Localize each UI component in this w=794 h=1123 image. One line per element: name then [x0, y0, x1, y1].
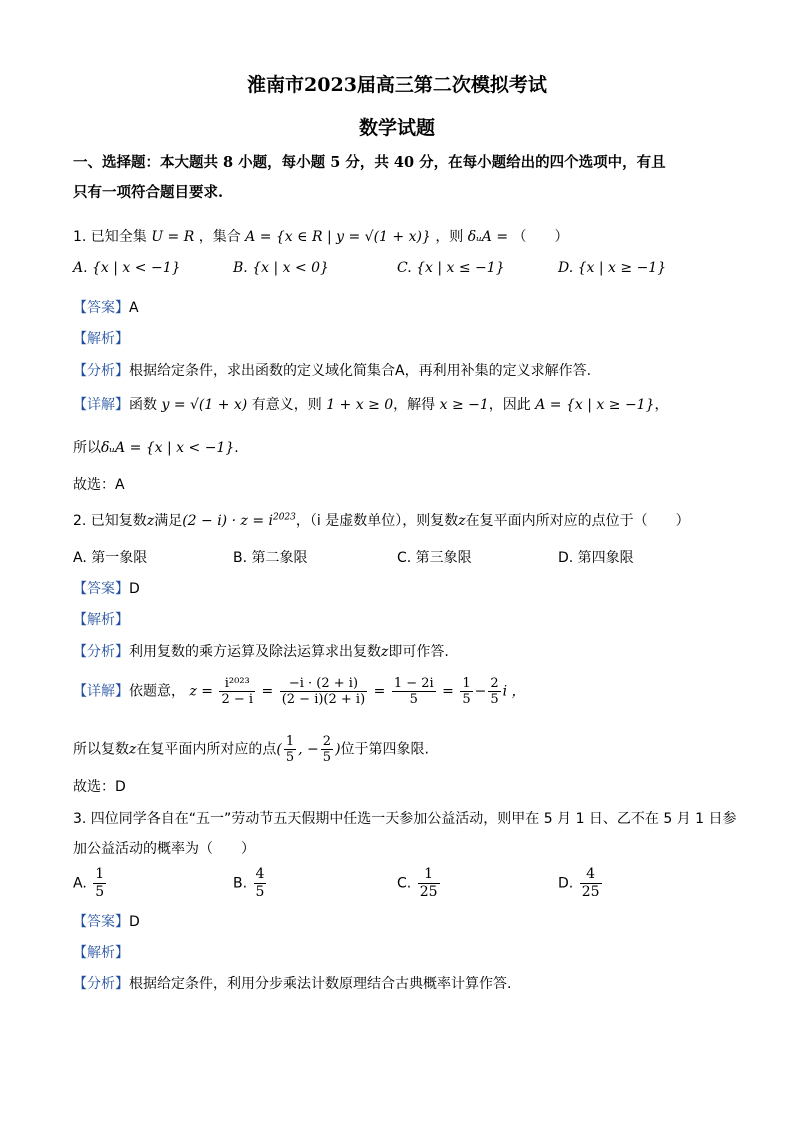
q3-d-den: 25 — [581, 884, 600, 900]
q1-analysis-tag: 【解析】 — [73, 331, 129, 347]
q2-fenxi-z: z — [381, 644, 389, 660]
q2-fenxi-tag: 【分析】 — [73, 644, 129, 660]
q2-xiangjie-tag: 【详解】 — [73, 683, 129, 700]
q3-fenxi-text: 根据给定条件，利用分步乘法计数原理结合古典概率计算作答. — [129, 976, 512, 992]
q3-option-a-frac — [93, 866, 106, 901]
q2-frac-4-den: 5 — [462, 692, 471, 707]
q1-option-b: B. {x | x < 0} — [233, 260, 329, 276]
q2-answer-tag: 【答案】 — [73, 581, 129, 597]
q2-frac-3-den: 5 — [409, 692, 418, 707]
q1-complement: ẟᵤA = — [467, 229, 509, 245]
q2-point-y — [321, 734, 333, 765]
q3-option-d-label: D. — [558, 875, 574, 892]
q2-point-x-num: 1 — [285, 734, 295, 749]
q2-exponent: 2023 — [272, 512, 296, 523]
document-subtitle: 数学试题 — [358, 117, 435, 139]
q2-stem-b: 满足 — [154, 513, 183, 529]
q3-answer — [73, 911, 140, 931]
q1-xiangjie-ineq: 1 + x ≥ 0 — [326, 397, 394, 413]
q1-xiangjie-tag: 【详解】 — [73, 397, 129, 413]
q1-fenxi-text: 根据给定条件，求出函数的定义域化简集合A，再利用补集的定义求解作答. — [129, 363, 592, 379]
q2-z-2: z — [458, 513, 466, 529]
q3-analysis-tag: 【解析】 — [73, 945, 129, 961]
q2-minus: − — [474, 683, 487, 700]
q1-xiangjie-b: 有意义，则 — [251, 397, 322, 413]
q2-point-y-num: 2 — [322, 734, 332, 749]
q1-fenxi — [73, 360, 591, 380]
q2-frac-1-num: i²⁰²³ — [219, 676, 255, 692]
q2-answer-value: D — [129, 581, 140, 597]
q2-frac-2-den: (2 − i)(2 + i) — [281, 692, 366, 707]
q2-stem-a: 2. 已知复数 — [73, 513, 147, 529]
q2-eq-3: = — [442, 683, 454, 700]
q3-stem-line1: 3. 四位同学各自在“五一”劳动节五天假期中任选一天参加公益活动，则甲在 5 月 1 日、乙不在 5 月 1 日参 — [73, 811, 737, 827]
q1-conclusion — [73, 437, 239, 457]
q3-b-num: 4 — [255, 866, 265, 882]
document-title: 淮南市2023届高三第二次模拟考试 — [247, 74, 547, 96]
q2-frac-3-num: 1 − 2i — [393, 676, 434, 691]
q3-answer-value: D — [129, 914, 140, 930]
q1-stem-a: 1. 已知全集 — [73, 229, 147, 245]
q2-conclusion-a: 所以复数 — [73, 741, 129, 758]
q1-xiangjie-func: y = √(1 + x) — [161, 397, 248, 413]
q3-option-b — [233, 866, 268, 901]
q2-frac-5-den: 5 — [490, 692, 499, 707]
q3-option-b-frac — [254, 866, 267, 901]
q2-conclusion-c: 位于第四象限. — [340, 741, 429, 758]
q3-option-c-frac — [418, 866, 440, 901]
q3-c-den: 25 — [419, 884, 438, 900]
q1-xiangjie — [73, 394, 668, 414]
q1-stem-c: ，则 — [435, 229, 464, 245]
q2-xiangjie — [73, 676, 526, 707]
q1-xiangjie-g: ，因此 — [488, 397, 531, 413]
q1-option-d: D. {x | x ≥ −1} — [558, 260, 667, 276]
q2-frac-2 — [280, 676, 367, 707]
q1-xiangjie-sol: x ≥ −1 — [439, 397, 489, 413]
q2-i-tail: i ， — [502, 683, 526, 700]
q2-point-y-den: 5 — [322, 750, 332, 765]
q3-option-d-frac — [580, 866, 602, 901]
q1-choice: 故选：A — [73, 477, 125, 493]
q2-conclusion-b: 在复平面内所对应的点 — [136, 741, 277, 758]
q3-answer-tag: 【答案】 — [73, 914, 129, 930]
q2-frac-2-num: −i · (2 + i) — [280, 676, 367, 692]
section-heading-line1: 一、选择题：本大题共 8 小题，每小题 5 分，共 40 分，在每小题给出的四个选项中，有且 — [73, 154, 666, 171]
q2-frac-3 — [392, 676, 436, 707]
q2-answer — [73, 578, 140, 598]
q1-conclusion-c: . — [234, 440, 239, 456]
q2-stem-c: ，（i 是虚数单位），则复数 — [295, 513, 459, 529]
q1-answer — [73, 297, 139, 317]
q2-point-comma: , − — [298, 741, 319, 758]
q2-frac-1-den: 2 − i — [221, 692, 254, 707]
q2-fenxi-b: 即可作答. — [388, 644, 449, 660]
q3-c-num: 1 — [418, 866, 440, 884]
q1-fenxi-tag: 【分析】 — [73, 363, 129, 379]
q3-option-c — [397, 866, 442, 901]
q2-fenxi-a: 利用复数的乘方运算及除法运算求出复数 — [129, 644, 381, 660]
q1-option-a: A. {x | x < −1} — [73, 260, 181, 276]
q3-a-num: 1 — [95, 866, 105, 882]
q1-option-c: C. {x | x ≤ −1} — [397, 260, 505, 276]
q1-answer-value: A — [129, 300, 139, 316]
q2-frac-4-num: 1 — [462, 676, 471, 691]
q3-option-d — [558, 866, 604, 901]
q1-set-a: A = {x ∈ R | y = √(1 + x)} — [245, 229, 431, 245]
q3-fenxi-tag: 【分析】 — [73, 976, 129, 992]
q1-conclusion-a: 所以 — [73, 440, 101, 456]
q1-xiangjie-i: ， — [654, 397, 669, 413]
q3-d-num: 4 — [580, 866, 602, 884]
q3-stem-line2: 加公益活动的概率为（ ） — [73, 841, 255, 857]
q1-xiangjie-a: 函数 — [129, 397, 157, 413]
q1-stem-d: （ ） — [512, 229, 569, 245]
q2-frac-5-num: 2 — [490, 676, 499, 691]
q2-option-c: C. 第三象限 — [397, 550, 472, 566]
q3-fenxi — [73, 973, 511, 993]
q2-option-d: D. 第四象限 — [558, 550, 634, 566]
q2-analysis-tag: 【解析】 — [73, 612, 129, 628]
q1-universal-set: U = R — [151, 229, 195, 245]
q3-a-den: 5 — [95, 884, 105, 900]
q2-eq-1: = — [261, 683, 274, 700]
q1-xiangjie-d: ，解得 — [393, 397, 436, 413]
q2-conclusion — [73, 734, 429, 765]
q2-equation: (2 − i) · z = i — [182, 513, 273, 529]
q2-eq-2: = — [373, 683, 386, 700]
q2-frac-5 — [488, 676, 500, 707]
q2-point-x-den: 5 — [285, 750, 295, 765]
q1-stem — [73, 226, 569, 246]
q2-frac-4 — [460, 676, 472, 707]
q2-conclusion-z: z — [129, 741, 137, 758]
q1-answer-tag: 【答案】 — [73, 300, 129, 316]
section-heading-line2: 只有一项符合题目要求. — [73, 184, 224, 201]
q2-option-b: B. 第二象限 — [233, 550, 308, 566]
q3-option-b-label: B. — [233, 875, 248, 892]
q2-choice: 故选：D — [73, 779, 126, 795]
q2-z: z — [146, 513, 155, 529]
q3-option-c-label: C. — [397, 875, 412, 892]
q2-point-open: ( — [276, 741, 282, 758]
q2-point-x — [284, 734, 296, 765]
q2-xiangjie-a: 依题意， — [129, 683, 185, 700]
q2-stem — [73, 510, 690, 530]
q3-option-a — [73, 866, 108, 901]
q3-option-a-label: A. — [73, 875, 87, 892]
q1-conclusion-set: ẟᵤA = {x | x < −1} — [101, 440, 235, 456]
q2-frac-1 — [219, 676, 255, 707]
q2-fenxi — [73, 641, 449, 661]
q2-point-close: ) — [335, 741, 341, 758]
q2-option-a: A. 第一象限 — [73, 550, 148, 566]
q3-b-den: 5 — [255, 884, 265, 900]
q2-stem-d: 在复平面内所对应的点位于（ ） — [465, 513, 690, 529]
q1-stem-b: ，集合 — [198, 229, 241, 245]
q1-xiangjie-set: A = {x | x ≥ −1} — [535, 397, 655, 413]
q2-z-equals: z = — [189, 683, 214, 700]
